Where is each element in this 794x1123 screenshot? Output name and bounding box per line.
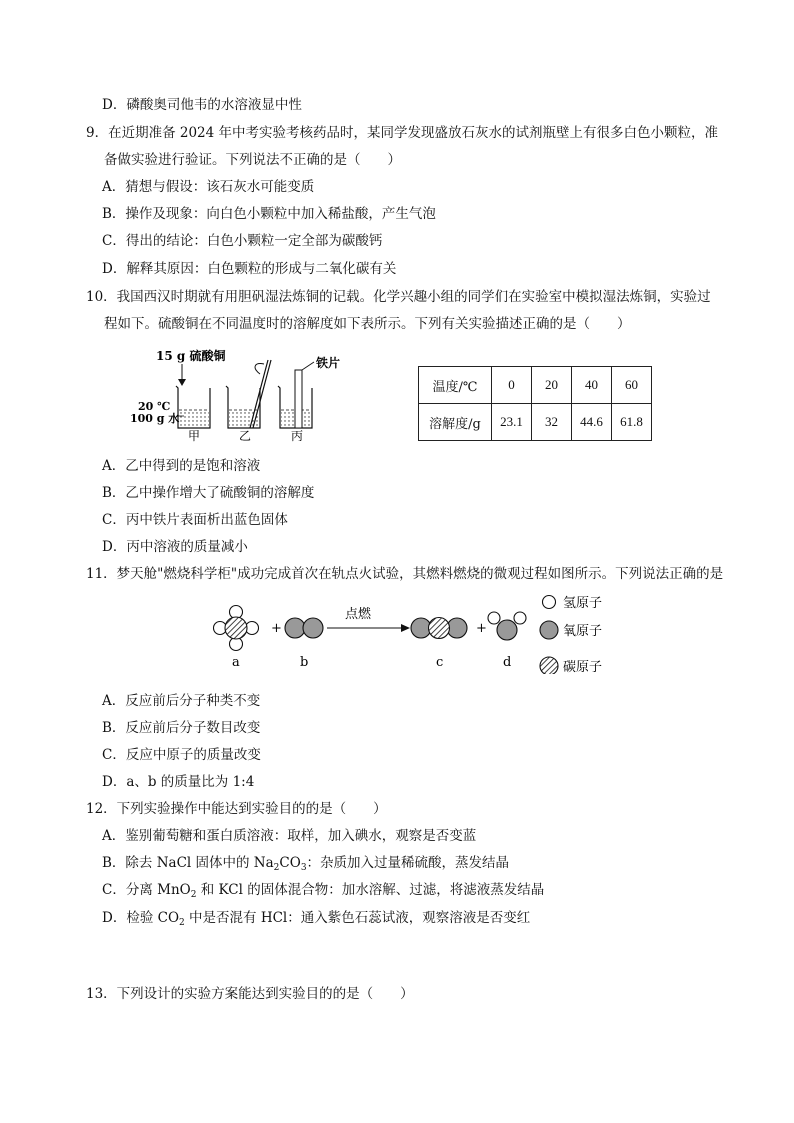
label-c: c (436, 655, 444, 670)
q9-stem-line1: 9．在近期准备 2024 年中考实验考核药品时，某同学发现盛放石灰水的试剂瓶壁上有很多白色小颗粒，准 (86, 125, 719, 141)
q10-stem-line2: 程如下。硫酸铜在不同温度时的溶解度如下表所示。下列有关实验描述正确的是（ ） (104, 316, 631, 332)
q10-apparatus-figure (128, 344, 358, 444)
label-temp: 20 ℃ (138, 400, 171, 413)
q10-option-b: B．乙中操作增大了硫酸铜的溶解度 (102, 485, 315, 501)
label-d: d (503, 655, 512, 670)
table-cell: 44.6 (572, 404, 612, 441)
legend-h: 氢原子 (563, 596, 603, 611)
table-cell: 23.1 (492, 404, 532, 441)
q11-stem: 11．梦天舱"燃烧科学柜"成功完成首次在轨点火试验，其燃料燃烧的微观过程如图所示。下列说法正确的是 (86, 566, 724, 582)
label-beaker-bing: 丙 (291, 429, 304, 443)
table-cell: 0 (492, 367, 532, 404)
q13-stem: 13．下列设计的实验方案能达到实验目的的是（ ） (86, 986, 414, 1002)
label-cuso4: 15 g 硫酸铜 (156, 349, 226, 363)
legend-o-swatch (540, 621, 558, 639)
arrow-label: 点燃 (345, 607, 372, 622)
q9-option-a: A．猜想与假设：该石灰水可能变质 (102, 179, 315, 195)
label-water: 100 g 水 (130, 412, 180, 425)
stir-arrow (255, 364, 264, 374)
table-row (419, 404, 652, 441)
legend-h-swatch (543, 596, 556, 609)
legend-c-swatch (540, 657, 558, 674)
plus-1: + (271, 621, 282, 636)
q8-option-d: D．磷酸奥司他韦的水溶液显中性 (102, 97, 302, 113)
label-a: a (232, 655, 240, 670)
q9-option-b: B．操作及现象：向白色小颗粒中加入稀盐酸，产生气泡 (102, 206, 436, 222)
label-beaker-jia: 甲 (188, 429, 201, 443)
iron-strip (295, 370, 302, 428)
table-cell: 60 (612, 367, 652, 404)
table-head-solubility: 溶解度/g (419, 404, 492, 441)
label-iron: 铁片 (316, 356, 341, 370)
legend-o: 氧原子 (563, 624, 603, 639)
beaker-jia-liquid (179, 410, 209, 427)
q12-stem: 12．下列实验操作中能达到实验目的的是（ ） (86, 801, 387, 817)
q9-stem-line2: 备做实验进行验证。下列说法不正确的是（ ） (104, 152, 401, 168)
label-b: b (300, 655, 309, 670)
label-beaker-yi: 乙 (239, 429, 252, 443)
table-cell: 40 (572, 367, 612, 404)
legend-c: 碳原子 (563, 660, 603, 674)
plus-2: + (476, 621, 487, 636)
q10-option-a: A．乙中得到的是饱和溶液 (102, 458, 261, 474)
table-cell: 20 (532, 367, 572, 404)
q12-option-d: D．检验 $CO_2$ 中是否混有 HCl：通入紫色石蕊试液，观察溶液是否变红 (102, 910, 531, 928)
q9-option-d: D．解释其原因：白色颗粒的形成与二氧化碳有关 (102, 261, 397, 277)
molecule-d (488, 612, 526, 640)
table-cell: 61.8 (612, 404, 652, 441)
q12-option-c: C．分离 MnO$_2$ 和 KCl 的固体混合物：加水溶解、过滤，将滤液蒸发结晶 (102, 882, 545, 900)
q10-stem-line1: 10．我国西汉时期就有用胆矾湿法炼铜的记载。化学兴趣小组的同学们在实验室中模拟湿法炼铜，实验过 (86, 289, 711, 305)
q10-option-d: D．丙中溶液的质量减小 (102, 539, 248, 555)
solubility-table (418, 366, 652, 441)
q11-option-a: A．反应前后分子种类不变 (102, 693, 261, 709)
molecule-a (214, 606, 259, 651)
table-head-temp: 温度/℃ (419, 367, 492, 404)
molecule-c (411, 618, 467, 639)
q11-option-d: D．a、b 的质量比为 1:4 (102, 774, 255, 790)
q11-option-b: B．反应前后分子数目改变 (102, 720, 261, 736)
q9-option-c: C．得出的结论：白色小颗粒一定全部为碳酸钙 (102, 233, 383, 249)
q10-option-c: C．丙中铁片表面析出蓝色固体 (102, 512, 288, 528)
q11-option-c: C．反应中原子的质量改变 (102, 747, 261, 763)
q11-reaction-figure (205, 588, 625, 674)
table-row (419, 367, 652, 404)
table-cell: 32 (532, 404, 572, 441)
q12-option-b: B．除去 NaCl 固体中的 $Na_2CO_3$：杂质加入过量稀硫酸，蒸发结晶 (102, 855, 510, 873)
q12-option-a: A．鉴别葡萄糖和蛋白质溶液：取样，加入碘水，观察是否变蓝 (102, 828, 477, 844)
molecule-b (285, 618, 323, 638)
cuso4-arrow-head (178, 379, 186, 386)
